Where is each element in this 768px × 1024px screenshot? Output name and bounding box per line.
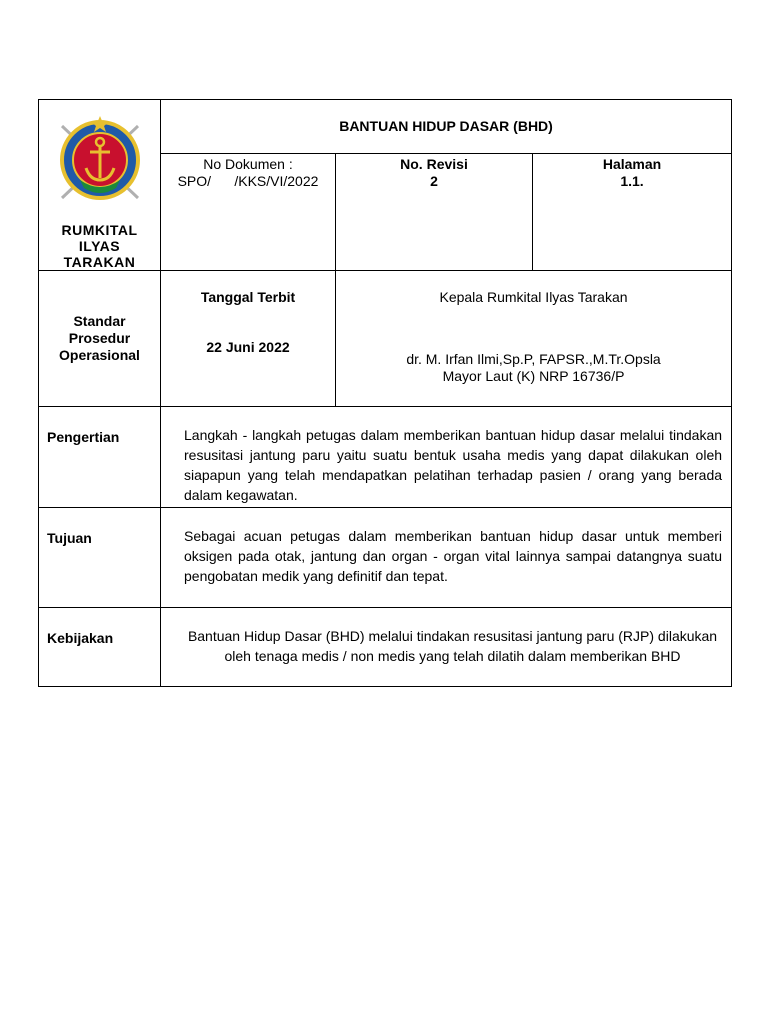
signature-cell	[336, 271, 732, 407]
revision-value: 2	[430, 173, 438, 190]
doc-number-label: No Dokumen :	[203, 156, 293, 173]
anchor-emblem-icon	[54, 114, 146, 206]
kebijakan-label: Kebijakan	[39, 608, 161, 687]
page-value: 1.1.	[620, 173, 644, 190]
issue-date-label: Tanggal Terbit	[200, 289, 296, 305]
org-name-line-1: RUMKITAL	[61, 222, 138, 238]
revision-label: No. Revisi	[400, 156, 468, 173]
kebijakan-text: Bantuan Hidup Dasar (BHD) melalui tindakan resusitasi jantung paru (RJP) dilakukan oleh tenaga medis / non medis yang telah dilatih dalam memberikan BHD	[161, 608, 732, 687]
doc-number-cell	[161, 154, 336, 271]
document-title: BANTUAN HIDUP DASAR (BHD)	[161, 100, 732, 154]
issue-date-value: 22 Juni 2022	[206, 339, 290, 355]
page-cell	[533, 154, 732, 271]
header-logo-cell	[39, 100, 161, 271]
signatory-name: dr. M. Irfan Ilmi,Sp.P, FAPSR.,M.Tr.Opsla	[406, 351, 661, 367]
sop-label-line-3: Operasional	[59, 347, 140, 363]
pengertian-label: Pengertian	[39, 407, 161, 508]
org-name-line-3: TARAKAN	[63, 254, 136, 270]
org-name-line-2: ILYAS	[78, 238, 121, 254]
revision-cell	[336, 154, 533, 271]
sop-label-line-1: Standar	[73, 313, 126, 329]
sop-label-line-2: Prosedur	[68, 330, 131, 346]
signatory-title: Kepala Rumkital Ilyas Tarakan	[439, 289, 628, 305]
signatory-rank: Mayor Laut (K) NRP 16736/P	[442, 368, 625, 384]
pengertian-text: Langkah - langkah petugas dalam memberikan bantuan hidup dasar melalui tindakan resusitasi jantung paru yaitu suatu bentuk usaha medis yang dapat dilakukan oleh siapapun yang telah mendapatkan pelatihan terhadap pasien / orang yang berada dalam kegawatan.	[161, 407, 732, 508]
doc-number-value: SPO/ /KKS/VI/2022	[177, 173, 319, 190]
issue-date-cell	[161, 271, 336, 407]
tujuan-label: Tujuan	[39, 508, 161, 608]
sop-document	[38, 99, 731, 687]
page-label: Halaman	[602, 156, 662, 173]
organization-name	[39, 222, 160, 270]
tujuan-text: Sebagai acuan petugas dalam memberikan bantuan hidup dasar untuk memberi oksigen pada otak, jantung dan organ - organ vital lainnya sampai datangnya suatu pengobatan medik yang definitif dan tepat.	[161, 508, 732, 608]
sop-label-cell	[39, 271, 161, 407]
sop-table	[38, 99, 732, 687]
